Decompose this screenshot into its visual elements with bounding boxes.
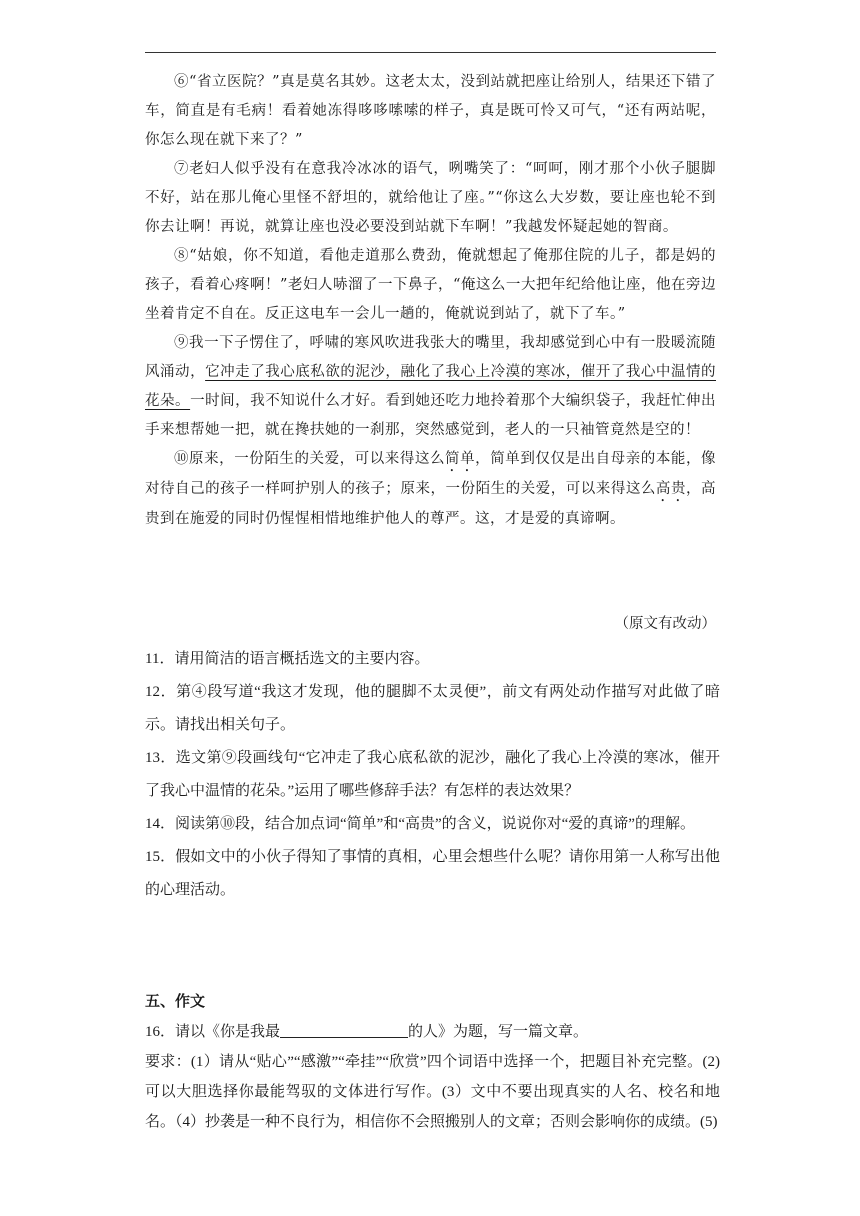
question-13: 13．选文第⑨段画线句“它冲走了我心底私欲的泥沙，融化了我心上冷漠的寒冰，催开了我心中温情的花朵。”运用了哪些修辞手法？有怎样的表达效果？ bbox=[145, 750, 720, 799]
paragraph-9-rest: 一时间，我不知说什么才好。看到她还吃力地拎着那个大编织袋子，我赶忙伸出手来想帮她一把，就在搀扶她的一刹那，突然感觉到，老人的一只袖管竟然是空的！ bbox=[145, 393, 717, 438]
composition-task bbox=[145, 1017, 720, 1137]
composition-requirements: 要求：(1）请从“贴心”“感激”“牵挂”“欣赏”四个词语中选择一个，把题目补充完整。(2)可以大胆选择你最能驾驭的文体进行写作。(3）文中不要出现真实的人名、校名和地名。（4）抄袭是一种不良行为，相信你不会照搬别人的文章；否则会影响你的成绩。(5) bbox=[145, 1054, 720, 1130]
paragraph-8: ⑧“姑娘，你不知道，看他走道那么费劲，俺就想起了俺那住院的儿子，都是妈的孩子，看着心疼啊！”老妇人哧溜了一下鼻子，“俺这么一大把年纪给他让座，他在旁边坐着肯定不自在。反正这电车一会儿一趟的，俺就说到站了，就下了车。” bbox=[145, 248, 716, 322]
underlined-sentence: 它冲走了我心底私欲的泥沙，融化了我心上冷漠的寒冰，催开了我心中温情的花朵。 bbox=[145, 364, 716, 409]
question-list bbox=[145, 643, 720, 907]
question-16-suffix: 的人》为题，写一篇文章。 bbox=[408, 1024, 589, 1040]
question-15: 15．假如文中的小伙子得知了事情的真相，心里会想些什么呢？请你用第一人称写出他的心理活动。 bbox=[145, 849, 720, 898]
paragraph-10-part-b: ，简单到仅仅是出自母亲的本能，像对待自己的孩子一样呵护别人的孩子；原来，一份陌生的关爱，可以来得这么 bbox=[145, 451, 717, 497]
question-16-prefix: 16．请以《你是我最 bbox=[145, 1024, 281, 1040]
question-14: 14．阅读第⑩段，结合加点词“简单”和“高贵”的含义，说说你对“爱的真谛”的理解。 bbox=[145, 816, 695, 832]
paragraph-7: ⑦老妇人似乎没有在意我冷冰冰的语气，咧嘴笑了：“呵呵，刚才那个小伙子腿脚不好，站在那儿俺心里怪不舒坦的，就给他让了座。”“你这么大岁数，要让座也轮不到你去让啊！再说，就算让座也没必要没到站就下车啊！”我越发怀疑起她的智商。 bbox=[145, 161, 716, 235]
question-11: 11．请用简洁的语言概括选文的主要内容。 bbox=[145, 651, 430, 667]
paragraph-9-lead: ⑨我一下子愣住了，呼啸的寒风吹进我张大的嘴里，我却感觉到心中有一股暖流随风涌动， bbox=[145, 335, 716, 380]
reading-passage bbox=[145, 68, 716, 534]
paragraph-6: ⑥“省立医院？”真是莫名其妙。这老太太，没到站就把座让给别人，结果还下错了车，简直是有毛病！看着她冻得哆哆嗦嗦的样子，真是既可怜又可气，“还有两站呢，你怎么现在就下来了？” bbox=[145, 74, 716, 148]
section-heading-composition: 五、作文 bbox=[145, 992, 206, 1010]
paragraph-10 bbox=[145, 445, 716, 534]
title-blank bbox=[280, 1022, 408, 1038]
paragraph-10-part-c: ，高贵到在施爱的同时仍惺惺相惜地维护他人的尊严。这，才是爱的真谛啊。 bbox=[145, 481, 717, 527]
header-divider bbox=[145, 52, 716, 53]
question-12: 12．第④段写道“我这才发现，他的腿脚不太灵便”，前文有两处动作描写对此做了暗示。请找出相关句子。 bbox=[145, 684, 720, 733]
question-16 bbox=[145, 1017, 720, 1047]
dotted-word-gaogui: 高贵 bbox=[655, 481, 686, 497]
source-note: （原文有改动） bbox=[614, 616, 716, 632]
dotted-word-jiandan: 简单 bbox=[445, 451, 476, 467]
paragraph-10-part-a: ⑩原来，一份陌生的关爱，可以来得这么 bbox=[174, 451, 446, 467]
paragraph-9 bbox=[145, 329, 716, 445]
